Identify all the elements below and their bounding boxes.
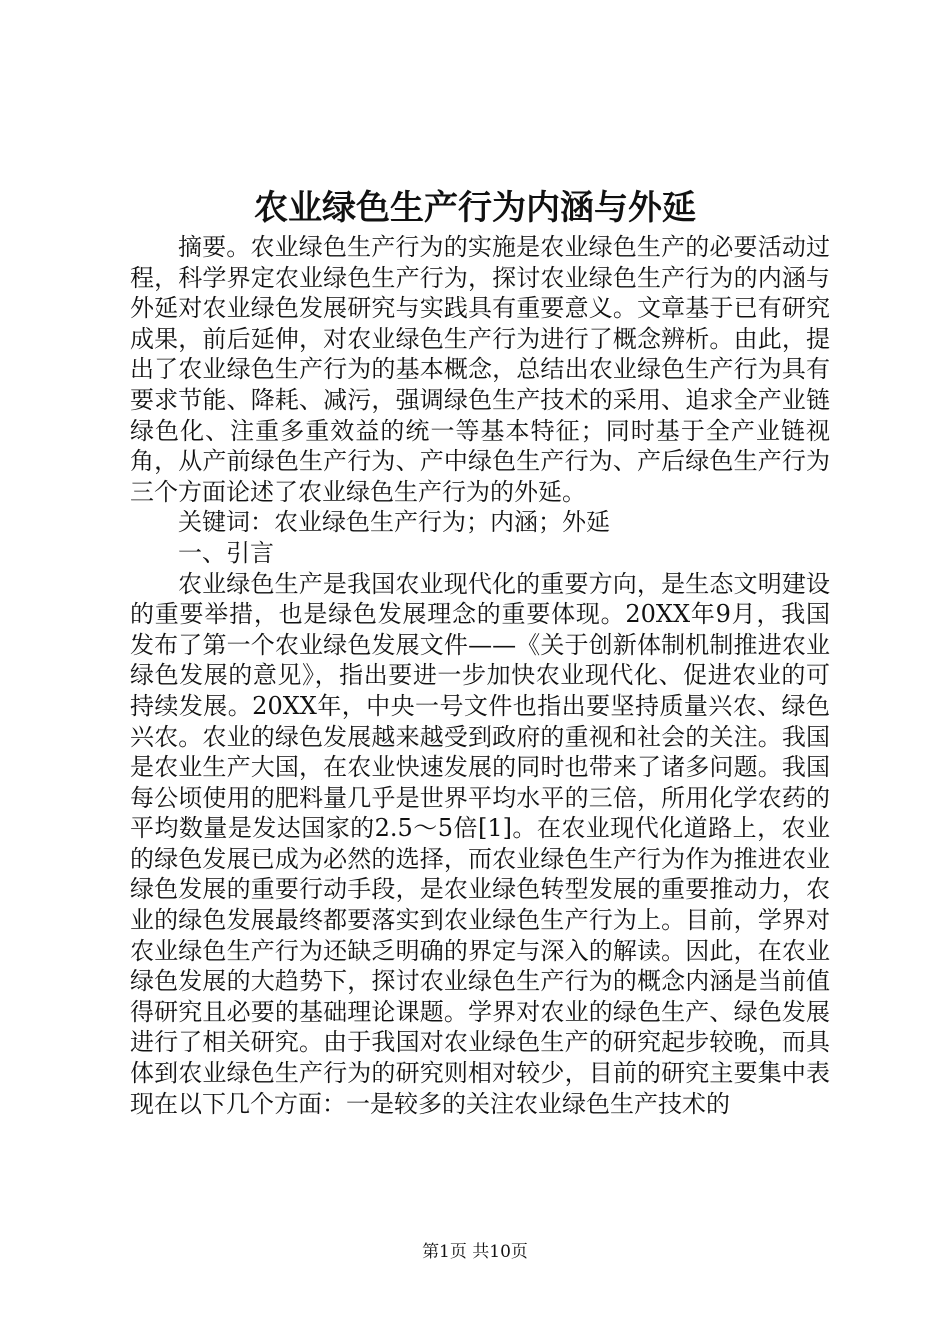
document-title: 农业绿色生产行为内涵与外延 bbox=[254, 188, 696, 228]
abstract-paragraph: 摘要。农业绿色生产行为的实施是农业绿色生产的必要活动过程，科学界定农业绿色生产行为，探讨农业绿色生产行为的内涵与外延对农业绿色发展研究与实践具有重要意义。文章基于已有研究成果，前后延伸，对农业绿色生产行为进行了概念辨析。由此，提出了农业绿色生产行为的基本概念，总结出农业绿色生产行为具有要求节能、降耗、减污，强调绿色生产技术的采用、追求全产业链绿色化、注重多重效益的统一等基本特征；同时基于全产业链视角，从产前绿色生产行为、产中绿色生产行为、产后绿色生产行为三个方面论述了农业绿色生产行为的外延。 bbox=[130, 233, 830, 506]
section-heading: 一、引言 bbox=[178, 538, 274, 567]
document-body bbox=[130, 232, 830, 1119]
page-footer: 第1页 共10页 bbox=[422, 1242, 528, 1262]
intro-paragraph: 农业绿色生产是我国农业现代化的重要方向，是生态文明建设的重要举措，也是绿色发展理念的重要体现。20XX年9月，我国发布了第一个农业绿色发展文件——《关于创新体制机制推进农业绿色发展的意见》，指出要进一步加快农业现代化、促进农业的可持续发展。20XX年，中央一号文件也指出要坚持质量兴农、绿色兴农。农业的绿色发展越来越受到政府的重视和社会的关注。我国是农业生产大国，在农业快速发展的同时也带来了诸多问题。我国每公顷使用的肥料量几乎是世界平均水平的三倍，所用化学农药的平均数量是发达国家的2.5～5倍[1]。在农业现代化道路上，农业的绿色发展已成为必然的选择，而农业绿色生产行为作为推进农业绿色发展的重要行动手段，是农业绿色转型发展的重要推动力，农业的绿色发展最终都要落实到农业绿色生产行为上。目前，学界对农业绿色生产行为还缺乏明确的界定与深入的解读。因此，在农业绿色发展的大趋势下，探讨农业绿色生产行为的概念内涵是当前值得研究且必要的基础理论课题。学界对农业的绿色生产、绿色发展进行了相关研究。由于我国对农业绿色生产的研究起步较晚，而具体到农业绿色生产行为的研究则相对较少，目前的研究主要集中表现在以下几个方面：一是较多的关注农业绿色生产技术的 bbox=[130, 569, 830, 1118]
keywords-line: 关键词：农业绿色生产行为；内涵；外延 bbox=[178, 508, 610, 537]
